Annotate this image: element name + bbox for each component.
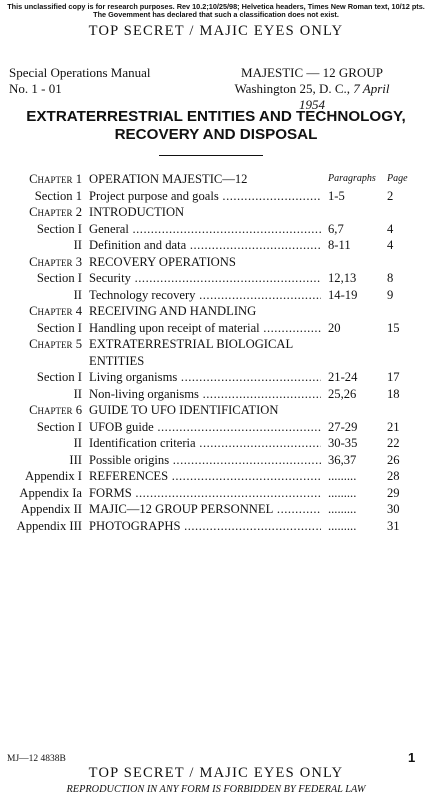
toc-paragraphs: 8-11: [328, 238, 351, 252]
toc-page: 4: [387, 238, 394, 252]
toc-entry-row: [0, 518, 432, 535]
title-line-1: EXTRATERRESTRIAL ENTITIES AND TECHNOLOGY,: [26, 108, 406, 125]
toc-paragraphs: .........: [328, 485, 357, 500]
toc-page: 30: [387, 502, 400, 516]
toc-label: II: [73, 287, 82, 302]
title-line-2: RECOVERY AND DISPOSAL: [114, 126, 318, 143]
toc-entry-row: [0, 419, 432, 436]
toc-chapter-row: [0, 402, 432, 419]
toc-label: Chapter 5: [29, 337, 82, 351]
toc-entry-row: [0, 221, 432, 238]
toc-chapter-row: [0, 171, 432, 188]
toc-entry-text: EXTRATERRESTRIAL BIOLOGICAL: [89, 337, 294, 351]
toc-entry-text: Security .....: [89, 270, 321, 287]
column-header-page: Page: [387, 173, 408, 184]
toc-entry-text: Technology recovery .....: [89, 287, 321, 304]
toc-label: Section I: [36, 271, 82, 285]
toc-entry-row: [0, 287, 432, 304]
toc-entry-text: Living organisms .....: [89, 369, 321, 386]
toc-label: III: [69, 452, 82, 467]
toc-entry-text: RECOVERY OPERATIONS: [89, 254, 236, 269]
toc-label: Chapter 2: [29, 205, 82, 219]
toc-paragraphs: 21-24: [328, 370, 358, 384]
toc-entry-text: Handling upon receipt of material .....: [89, 320, 321, 337]
toc-entry-text: Identification criteria .....: [89, 435, 321, 452]
reproduction-warning: REPRODUCTION IN ANY FORM IS FORBIDDEN BY FEDERAL LAW: [66, 784, 366, 795]
toc-entry-row: [0, 270, 432, 287]
toc-page: 9: [387, 287, 394, 302]
toc-chapter-row: [0, 204, 432, 221]
column-header-paragraphs: Paragraphs: [328, 173, 376, 184]
toc-paragraphs: .........: [328, 469, 357, 483]
toc-page: 21: [387, 419, 400, 434]
toc-entry-text: Project purpose and goals .....: [89, 188, 321, 205]
toc-label: II: [73, 436, 82, 450]
toc-entry-text: INTRODUCTION: [89, 205, 185, 219]
toc-entry-row: [0, 435, 432, 452]
toc-entry-text: PHOTOGRAPHS .....: [89, 518, 321, 535]
toc-label: II: [73, 238, 82, 252]
toc-entry-text: ENTITIES: [89, 353, 145, 368]
toc-paragraphs: 12,13: [328, 271, 357, 285]
toc-label: Section 1: [34, 188, 82, 203]
toc-entry-text: MAJIC—12 GROUP PERSONNEL .....: [89, 501, 321, 518]
toc-label: Section I: [36, 419, 82, 434]
toc-page: 31: [387, 518, 400, 533]
toc-entry-row: [0, 452, 432, 469]
toc-label: Chapter 6: [29, 403, 82, 417]
toc-paragraphs: 27-29: [328, 419, 358, 434]
toc-paragraphs: 20: [328, 320, 341, 335]
toc-chapter-row: [0, 303, 432, 320]
toc-paragraphs: .........: [328, 518, 357, 533]
document-code: MJ—12 4838B: [7, 754, 66, 764]
toc-page: 26: [387, 452, 400, 467]
toc-entry-row: [0, 369, 432, 386]
toc-chapter-row: [0, 353, 432, 370]
toc-chapter-row: [0, 254, 432, 271]
toc-entry-text: UFOB guide .....: [89, 419, 321, 436]
research-notice-line-2: The Govemment has declared that such a classification does not exist.: [93, 10, 339, 20]
toc-page: 17: [387, 370, 400, 384]
toc-label: Chapter 3: [29, 254, 82, 269]
toc-paragraphs: 6,7: [328, 221, 344, 236]
title-divider: [159, 155, 263, 156]
toc-page: 8: [387, 271, 394, 285]
toc-paragraphs: 30-35: [328, 436, 358, 450]
toc-entry-text: FORMS .....: [89, 485, 321, 502]
table-of-contents: [0, 171, 432, 534]
toc-page: 29: [387, 485, 400, 500]
toc-paragraphs: 14-19: [328, 287, 358, 302]
toc-entry-text: GUIDE TO UFO IDENTIFICATION: [89, 403, 279, 417]
toc-page: 22: [387, 436, 400, 450]
toc-label: Section I: [36, 221, 82, 236]
toc-entry-row: [0, 468, 432, 485]
toc-label: Chapter 4: [29, 304, 82, 318]
toc-paragraphs: .........: [328, 502, 357, 516]
toc-entry-row: [0, 237, 432, 254]
toc-label: Appendix Ia: [19, 485, 82, 500]
issuer-info: [222, 65, 402, 113]
document-title: [0, 108, 432, 144]
toc-label: Section I: [36, 370, 82, 384]
toc-label: Section I: [36, 320, 82, 335]
manual-info: [9, 65, 151, 97]
toc-entry-text: General .....: [89, 221, 321, 238]
manual-number: No. 1 - 01: [9, 81, 62, 96]
manual-name: Special Operations Manual: [9, 65, 151, 80]
toc-rows: [0, 171, 432, 534]
toc-label: Chapter 1: [29, 172, 82, 186]
toc-paragraphs: 36,37: [328, 452, 357, 467]
toc-label: Appendix II: [20, 502, 82, 516]
toc-paragraphs: 1-5: [328, 188, 345, 203]
toc-paragraphs: 25,26: [328, 386, 357, 401]
toc-label: Appendix I: [24, 469, 82, 483]
toc-page: 18: [387, 386, 400, 401]
toc-chapter-row: [0, 336, 432, 353]
toc-label: Appendix III: [16, 518, 82, 533]
toc-page: 2: [387, 188, 394, 203]
classification-banner-bottom: TOP SECRET / MAJIC EYES ONLY: [88, 765, 344, 781]
toc-entry-row: [0, 386, 432, 403]
toc-entry-row: [0, 485, 432, 502]
research-notice-line-1: This unclassified copy is for research purposes. Rev 10.2;10/25/98; Helvetica headers, Times New Roman text, 10/12 pts.: [7, 2, 425, 11]
toc-entry-text: Definition and data .....: [89, 237, 321, 254]
toc-entry-text: REFERENCES .....: [89, 468, 321, 485]
page-number: 1: [408, 750, 416, 765]
toc-entry-text: RECEIVING AND HANDLING: [89, 304, 257, 318]
toc-entry-text: Non-living organisms .....: [89, 386, 321, 403]
research-notice: [0, 3, 432, 20]
group-name: MAJESTIC — 12 GROUP: [241, 65, 383, 80]
toc-page: 4: [387, 221, 394, 236]
issue-location: Washington 25, D. C.,: [234, 81, 351, 96]
toc-entry-row: [0, 188, 432, 205]
toc-label: II: [73, 386, 82, 401]
classification-banner-top: TOP SECRET / MAJIC EYES ONLY: [88, 23, 344, 39]
toc-entry-row: [0, 320, 432, 337]
toc-page: 15: [387, 320, 400, 335]
toc-entry-text: Possible origins .....: [89, 452, 321, 469]
toc-page: 28: [387, 469, 400, 483]
issue-date: 7 April 1954: [299, 81, 390, 112]
toc-entry-row: [0, 501, 432, 518]
toc-entry-text: OPERATION MAJESTIC—12: [89, 172, 248, 186]
